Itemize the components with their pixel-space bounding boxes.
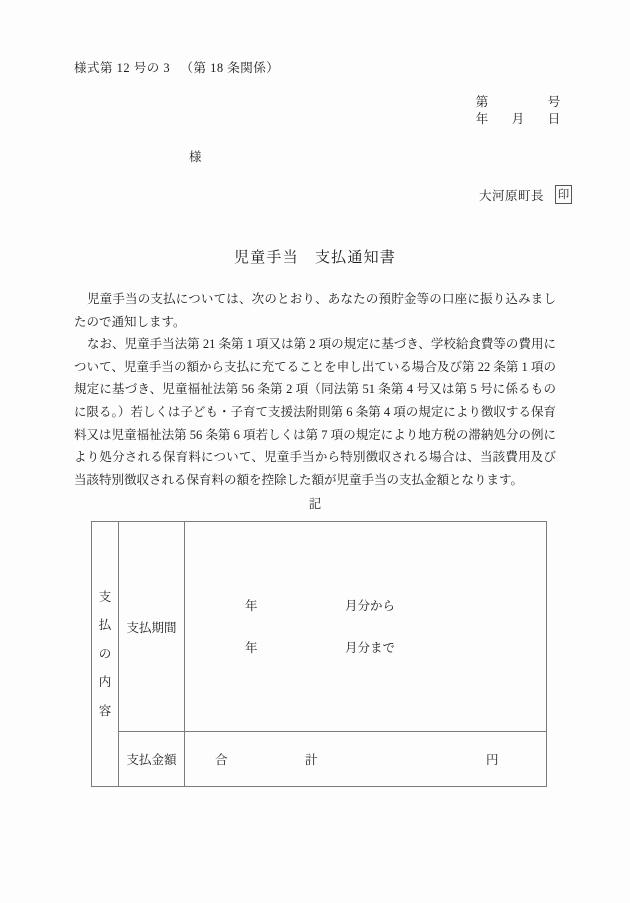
document-meta	[464, 94, 572, 128]
date-year-label: 年	[475, 112, 489, 126]
payment-amount-field[interactable]	[185, 732, 547, 787]
total-label-first: 合	[215, 753, 228, 768]
date-day-label: 日	[547, 112, 561, 126]
document-number-suffix: 号	[547, 95, 561, 109]
period-from-month-label: 月分から	[345, 598, 396, 613]
payment-details-table	[91, 521, 547, 787]
period-from-year-label: 年	[245, 598, 258, 613]
date-month-label: 月	[511, 112, 525, 126]
total-label-second: 計	[305, 753, 318, 768]
vertical-label-char: の	[98, 646, 112, 661]
ki-marker: 記	[308, 497, 322, 511]
vertical-label-payment-contents	[92, 522, 119, 787]
vertical-label-char: 容	[98, 703, 112, 718]
page-title: 児童手当 支払通知書	[233, 250, 396, 266]
period-to-month-label: 月分まで	[345, 640, 396, 655]
payment-amount-total-line	[185, 750, 546, 768]
payment-period-from-line	[185, 591, 546, 621]
period-to-year-label: 年	[245, 640, 258, 655]
vertical-label-char: 払	[98, 618, 112, 633]
body-paragraph-1: 児童手当の支払については、次のとおり、あなたの預貯金等の口座に振り込みましたので通知します。	[74, 292, 556, 329]
form-number: 様式第 12 号の 3 （第 18 条関係）	[74, 61, 280, 75]
vertical-label-char: 内	[98, 675, 112, 690]
seal-icon: 印	[555, 185, 572, 204]
body-text	[74, 288, 556, 491]
document-number-blank	[500, 94, 536, 111]
document-number-label: 第	[475, 95, 489, 109]
currency-label: 円	[486, 753, 499, 768]
issuer-line	[479, 185, 572, 204]
row-header-payment-period: 支払期間	[119, 522, 185, 732]
document-date-row	[464, 111, 572, 128]
vertical-label-char: 支	[98, 589, 112, 604]
body-paragraph-2: なお、児童手当法第 21 条第 1 項又は第 2 項の規定に基づき、学校給食費等の費用について、児童手当の額から支払に充てることを申し出ている場合及び第 22 条第 1 項の規定に基づき、児童福祉法第 56 条第 2 項（同法第 51 条第 4 号又は第 5 号に係るものに限る。）若しくは子ども・子育て支援法附則第 6 条第 4 項の規定により徴収する保育料又は児童福祉法第 56 条第 6 項若しくは第 7 項の規定により地方税の滞納処分の例により処分される保育料について、児童手当から特別徴収される場合は、当該費用及び当該特別徴収される保育料の額を控除した額が児童手当の支払金額となります。	[74, 337, 556, 487]
table-row-payment-period	[92, 522, 547, 732]
document-number-row	[464, 94, 572, 111]
vertical-label-inner	[92, 591, 118, 718]
payment-period-to-line	[185, 633, 546, 663]
table-row-payment-amount	[92, 732, 547, 787]
row-header-payment-amount: 支払金額	[119, 732, 185, 787]
payment-period-field[interactable]	[185, 522, 547, 732]
addressee-honorific: 様	[189, 150, 202, 164]
issuer-name: 大河原町長	[478, 188, 544, 203]
